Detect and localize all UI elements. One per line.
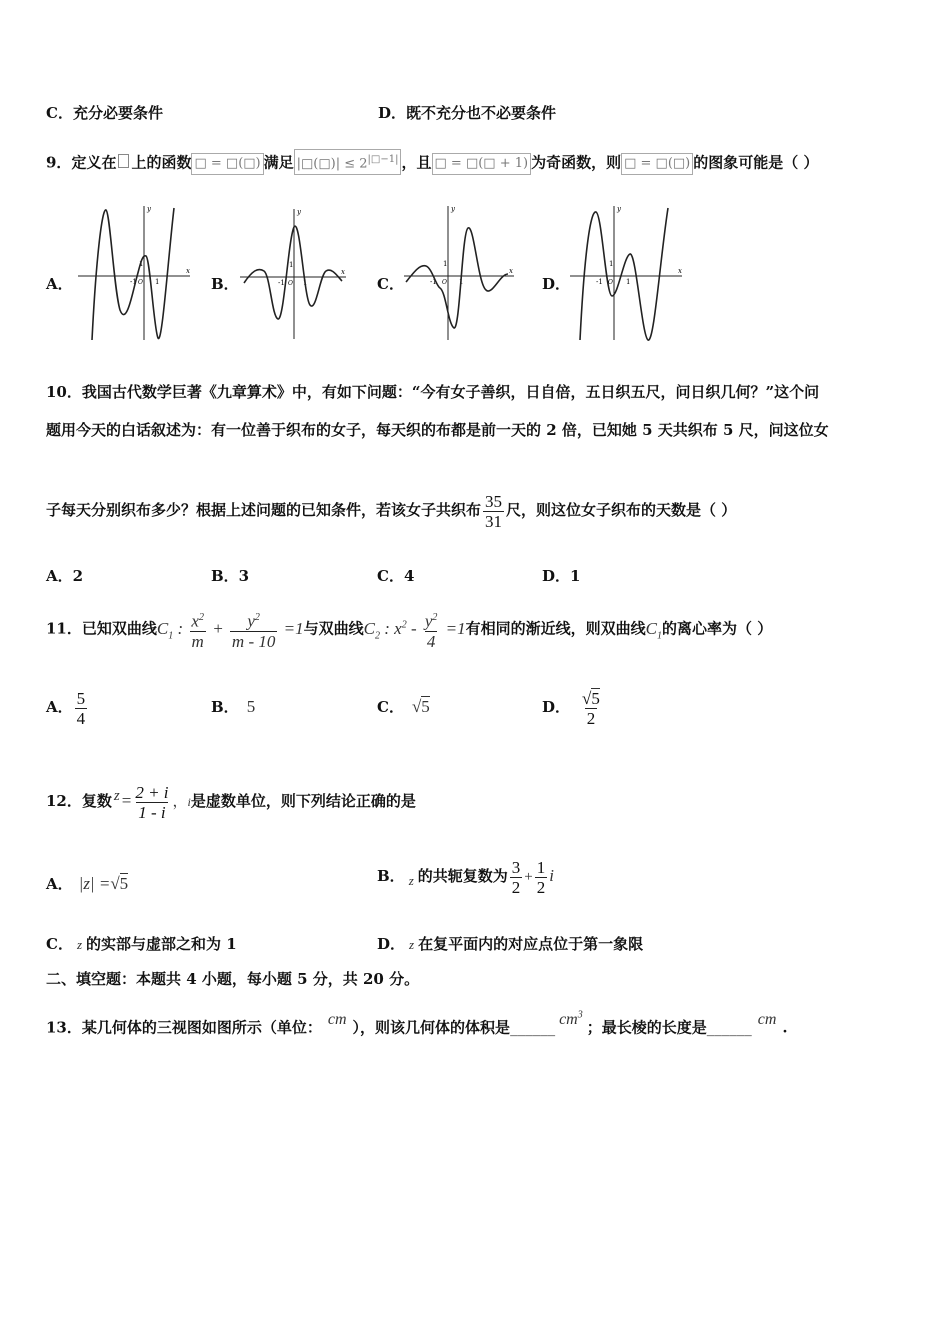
q10-option-b: B．3 [211, 567, 250, 585]
q12-option-b: B． z 的共轭复数为 $\frac{3}{2}$ + $\frac{1}{2}$ i [377, 857, 554, 897]
blank-volume[interactable]: ______ [510, 1018, 556, 1037]
axis-label-x: x [509, 267, 513, 275]
axis-label-y: y [451, 205, 455, 213]
q10-line-2: 题用今天的白话叙述为：有一位善于织布的女子，每天织的布都是前一天的 2 倍，已知她 5 天共织布 5 尺，问这位女 [46, 421, 829, 439]
q12-option-a: A． |z| =√5 [46, 874, 129, 893]
axis-label-y: y [617, 205, 621, 213]
q10-option-c: C．4 [377, 567, 415, 585]
axis-label-x: x [341, 268, 345, 276]
formula-image: □ = □(□ + 1) [432, 153, 532, 175]
q9-graph-c [402, 202, 520, 344]
q12-option-c: C． z 的实部与虚部之和为 1 [46, 935, 237, 953]
unit-cm3: $cm^3$ [559, 1010, 583, 1029]
curve [244, 226, 342, 319]
formula-image: □ = □(□) [621, 153, 693, 175]
formula-image: |□(□)| ≤ $2^{|□-1|}$ [294, 149, 402, 175]
q11-stem: 11．已知双曲线$C_1$ : $\frac{x^2}{m}$ + $\frac{y^2}{m - 10}$ =1与双曲线$C_2$ : $x^2$ - $\frac{y^2}{4}$ =1有相同的渐近线，则双曲线$C_1$的离心率为（ ） [46, 612, 773, 652]
q10-option-d: D．1 [542, 567, 581, 585]
origin-label: O [442, 279, 447, 286]
q9-graph-a [76, 200, 196, 345]
q9-label-a: A． [46, 275, 73, 293]
tick-y1: 1 [289, 261, 294, 269]
curve [92, 208, 174, 340]
q9-stem: 9．定义在 上的函数 □ = □(□) 满足 |□(□)| ≤ $2^{|□-1|}$ ，且 □ = □(□ + 1) 为奇函数，则 □ = □(□) 的图象可能是（ ） [46, 149, 818, 175]
tick-neg1: -1 [278, 279, 285, 287]
q11-option-c: C． √5 [377, 697, 430, 716]
q9-label-c: C． [377, 275, 404, 293]
q11-option-a: A． $\frac{5}{4}$ [46, 688, 86, 728]
q9-graph-b [238, 205, 353, 345]
q9-label-b: B． [211, 275, 239, 293]
origin-label: O [608, 279, 613, 286]
origin-label: O [138, 279, 143, 286]
axis-label-x: x [678, 267, 682, 275]
origin-label: O [288, 280, 293, 287]
curve [580, 208, 668, 340]
q11-option-b: B． 5 [211, 697, 256, 716]
q8-option-c: C．充分必要条件 [46, 104, 163, 122]
q13-stem: 13．某几何体的三视图如图所示（单位： cm ），则该几何体的体积是______ $cm^3$；最长棱的长度是______ cm . [46, 1010, 788, 1037]
section-fill-in-title: 二、填空题：本题共 4 小题，每小题 5 分，共 20 分。 [46, 970, 420, 988]
q9-number: 9． [46, 153, 72, 172]
tick-y1: 1 [443, 260, 448, 268]
q12-stem: 12．复数 z = $\frac{2 + i}{1 - i}$ ，i是虚数单位，则下列结论正确的是 [46, 782, 416, 822]
blank-length[interactable]: ______ [706, 1018, 752, 1037]
q10-line-1: 10．我国古代数学巨著《九章算术》中，有如下问题：“今有女子善织，日自倍，五日织五尺，问日织几何？”这个问 [46, 383, 820, 401]
curve [406, 228, 508, 328]
placeholder-box [118, 154, 129, 168]
curve-c1-equation: $C_1$ : $\frac{x^2}{m}$ + $\frac{y^2}{m - 10}$ =1 [156, 612, 304, 652]
q10-option-a: A．2 [46, 567, 84, 585]
tick-1: 1 [155, 278, 160, 286]
fraction-35-31: $\frac{35}{31}$ [485, 491, 503, 531]
q8-option-d: D．既不充分也不必要条件 [378, 104, 557, 122]
tick-neg1: -1 [430, 278, 437, 286]
curve-c2-equation: $C_2$ : $x^2$ - $\frac{y^2}{4}$ =1 [363, 612, 466, 652]
tick-y1: 1 [139, 260, 144, 268]
axis-label-x: x [186, 267, 190, 275]
q12-option-d: D． z 在复平面内的对应点位于第一象限 [377, 935, 644, 953]
curve-c1-symbol: $C_1$ [645, 618, 662, 642]
q9-label-d: D． [542, 275, 571, 293]
q11-option-d: D． $\frac{√5}{2}$ [542, 688, 600, 728]
tick-1: 1 [459, 278, 464, 286]
fraction-z: $\frac{2 + i}{1 - i}$ [135, 782, 169, 822]
tick-neg1: -1 [596, 278, 603, 286]
formula-image: □ = □(□) [191, 153, 263, 175]
tick-1: 1 [303, 279, 308, 287]
tick-1: 1 [626, 278, 631, 286]
q10-line-3: 子每天分别织布多少？根据上述问题的已知条件，若该女子共织布 $\frac{35}{31}$ 尺，则这位女子织布的天数是（ ） [46, 491, 737, 531]
axis-label-y: y [147, 205, 151, 213]
q9-graph-d [568, 200, 688, 345]
tick-neg1: -1 [130, 278, 137, 286]
tick-y1: 1 [609, 260, 614, 268]
axis-label-y: y [297, 208, 301, 216]
